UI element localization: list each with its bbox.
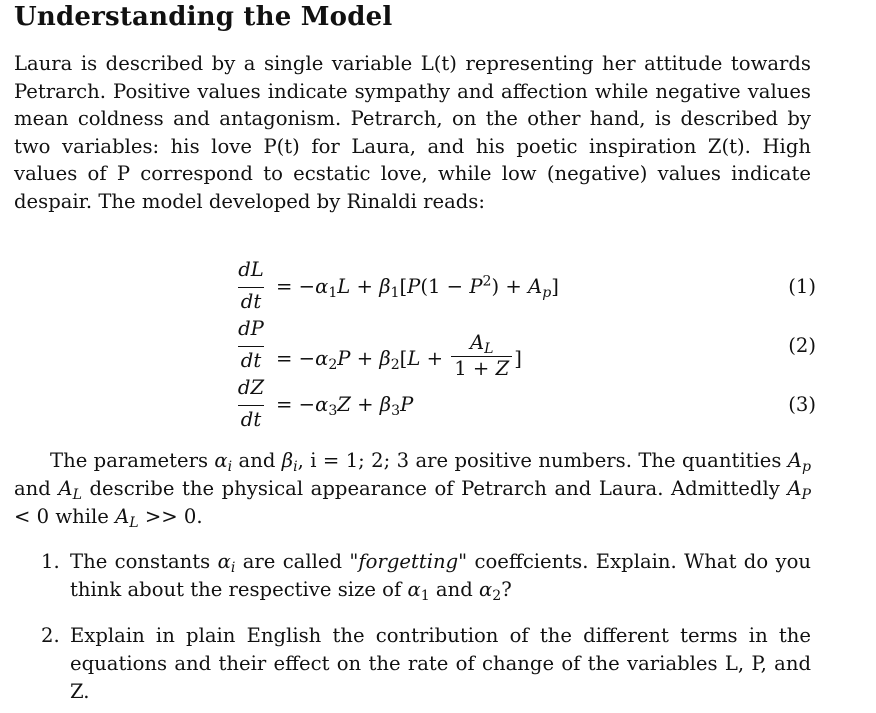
equation-3-rhs: = $-\alpha_3Z + \beta_3P$ (276, 393, 414, 420)
document-page: Understanding the Model Laura is described by a single variable L(t) representing her attitude towards Petrarch. Positive values indicate sympathy and affection while negative values mean coldness and antagonism. Petrarch, on the other hand, is described by two variables: his love P(t) for Laura, and his poetic inspiration Z(t). High values of P correspond to ecstatic love, while low (negative) values indicate despair. The model developed by Rinaldi reads: dL dt = $-\alpha_1L + \beta_1[P(1 - P^2) + A_p]$ (1) dP dt = $-\alpha_2P + \beta_2[L$ + $\frac{A_L}{1 + Z}$ ] (2) dZ dt = $-\alpha_3Z + \beta_3P$ (3) The parameters $\alpha_i$ and $\beta_i$, i = 1; 2; 3 are positive numbers. The quantities $A_p$ and $A_L$ describe the physical appearance of Petrarch and Laura. Admittedly $A_P < 0$ while $A_L >> 0$. 1. The constants $\alpha_i$ are called "forgetting" coeffcients. Explain. What do you think about the respective size of $\alpha_1$ and $\alpha_2$? 2. Explain in plain English the contribution of the different terms in the equations and their effect on the rate of change of the variables L, P, and Z. (0, 0, 876, 713)
parameters-paragraph: The parameters $\alpha_i$ and $\beta_i$, i = 1; 2; 3 are positive numbers. The quantities $A_p$ and $A_L$ describe the physical appearance of Petrarch and Laura. Admittedly $A_P < 0$ while $A_L >> 0$. (14, 449, 811, 532)
equation-number: (1) (788, 275, 816, 298)
question-list (14, 548, 811, 604)
equation-number: (3) (788, 393, 816, 416)
intro-paragraph: Laura is described by a single variable L(t) representing her attitude towards Petrarch. Positive values indicate sympathy and affection while negative values mean coldness and antagonism. Petrarch, on the other hand, is described by two variables: his love P(t) for Laura, and his poetic inspiration Z(t). High values of P correspond to ecstatic love, while low (negative) values indicate despair. The model developed by Rinaldi reads: (14, 52, 811, 213)
equation-1-rhs: = $-\alpha_1L + \beta_1[P(1 - P^2) + A_p]$ (276, 273, 559, 302)
question-item: 1. The constants $\alpha_i$ are called "forgetting" coeffcients. Explain. What do you think about the respective size of $\alpha_1$ and $\alpha_2$? (41, 550, 811, 605)
equation-2-rhs: = $-\alpha_2P + \beta_2[L$ + $\frac{A_L}{1 + Z}$ ] (276, 331, 522, 380)
section-heading: Understanding the Model (14, 2, 393, 32)
question-list (14, 622, 811, 706)
question-item: 2. Explain in plain English the contribution of the different terms in the equations and their effect on the rate of change of the variables L, P, and Z. (41, 624, 811, 703)
equation-number: (2) (788, 334, 816, 357)
